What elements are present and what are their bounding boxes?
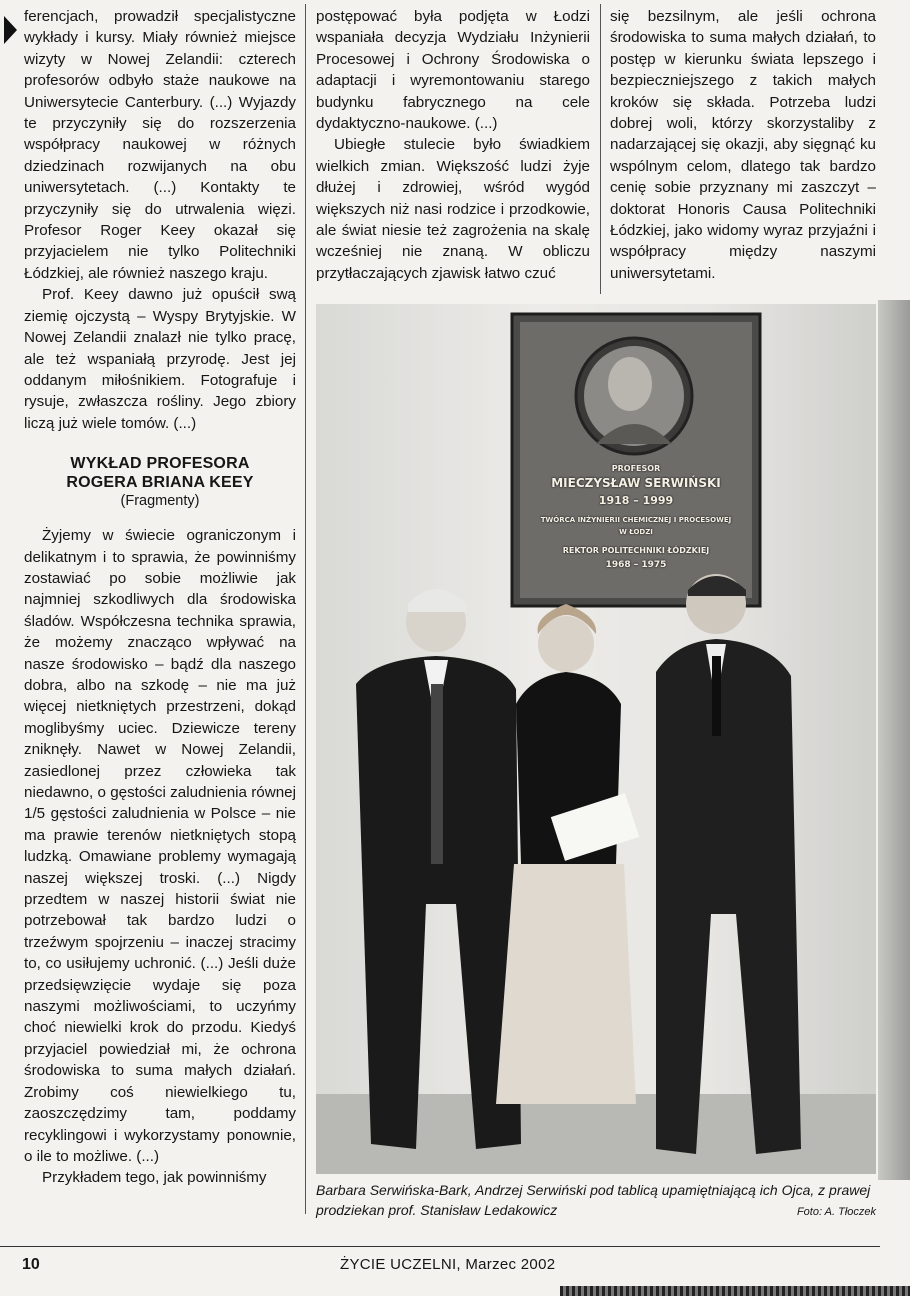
column-1-paragraph-3: Żyjemy w świecie ograniczonym i delikatnym i to sprawia, że powinniśmy zostawiać po sobie możliwie jak najmniej szkodliwych dla środowiska śladów. Współczesna technika sprawia, że możemy znacząco wpływać na nasze środowisko – bądź dla naszego dobra, albo na szkodę – nie ma już więcej nietkniętych przestrzeni, dokąd moglibyśmy uciec. Dziewicze tereny zniknęły. Nawet w Nowej Zelandii, zasiedlonej przez człowieka tak niedawno, o gęstości zaludnienia równej 1/5 gęstości zaludnienia w Polsce – nie ma prawie terenów nietkniętych stopą ludzką. Omawiane problemy wymagają naszej większej troski. (...) Nigdy przedtem w naszej historii świat nie potrzebował tak bardzo ludzi o trzeźwym spojrzeniu – inaczej stracimy to, co usiłujemy uchronić. (...) Jeśli duże przedsięwzięcie wydaje się poza naszymi możliwościami, to uczyńmy choć niewielki krok do przodu. Kiedyś przyjaciel powiedział mi, że ochrona środowiska to suma małych działań. Zrobimy coś niewielkiego tu, zaoszczędzimy tam, poddamy recyklingowi i wykorzystamy ponownie, o ile to możliwe. (...): [24, 527, 296, 1165]
plaque-title: PROFESOR: [611, 464, 661, 473]
column-divider-1: [305, 4, 306, 1214]
journal-title-and-issue: ŻYCIE UCZELNI, Marzec 2002: [340, 1256, 556, 1273]
photograph-plaque-and-three-people: [316, 304, 876, 1174]
plaque-name: MIECZYSŁAW SERWIŃSKI: [551, 476, 721, 490]
plaque-role-2: REKTOR POLITECHNIKI ŁÓDZKIEJ: [562, 546, 710, 555]
plaque-role-1-place: W ŁODZI: [619, 528, 653, 536]
column-1-paragraph-4: Przykładem tego, jak powinniśmy: [42, 1169, 267, 1187]
page-number: 10: [22, 1256, 40, 1273]
adjacent-page-edge: [878, 300, 910, 1180]
column-2-paragraph-1: postępować była podjęta w Łodzi wspaniała decyzja Wydziału Inżynierii Procesowej i Ochrony Środowiska o adaptacji i wyremontowaniu starego budynku fabrycznego na cele dydaktyczno-naukowe. (...): [316, 8, 590, 133]
column-2-paragraph-2: Ubiegłe stulecie było świadkiem wielkich zmian. Większość ludzi żyje dłużej i zdrowiej, wśród wygód większych niż nasi rodzice i przodkowie, ale świat niesie też zagrożenia na skalę wcześniej nie znaną. W obliczu przytłaczających zjawisk łatwo czuć: [316, 136, 590, 282]
plaque-role-1: TWÓRCA INŻYNIERII CHEMICZNEJ I PROCESOWEJ: [540, 516, 732, 524]
continuation-arrow-icon: [4, 16, 17, 44]
scan-edge-strip: [560, 1286, 910, 1296]
column-divider-2: [600, 4, 601, 294]
lecture-heading-line-1: WYKŁAD PROFESORA: [70, 455, 250, 473]
column-3-paragraph-1: się bezsilnym, ale jeśli ochrona środowiska to suma małych działań, to postęp w kierunku świata lepszego i bezpieczniejszego z takich małych kroków się składa. Potrzeba ludzi dobrej woli, którzy skorzystaliby z nadarzającej się okazji, aby sięgnąć ku wspólnym celom, dlatego tak bardzo cenię sobie przyznany mi zaszczyt – doktorat Honoris Causa Politechniki Łódzkiej, jako widomy wyraz przyjaźni i współpracy między naszymi uniwersytetami.: [610, 8, 876, 282]
column-1: [24, 6, 296, 1189]
plaque-lifespan: 1918 – 1999: [598, 494, 674, 507]
column-3: [610, 6, 876, 284]
lecture-subheading: (Fragmenty): [120, 493, 200, 510]
footer-rule: [0, 1246, 880, 1247]
photo-credit: Foto: A. Tłoczek: [796, 1206, 876, 1218]
photo-illustration: [316, 304, 876, 1174]
plaque-rector-years: 1968 – 1975: [605, 560, 667, 570]
photo-caption: [316, 1180, 876, 1220]
column-1-paragraph-2: Prof. Keey dawno już opuścił swą ziemię ojczystą – Wyspy Brytyjskie. W Nowej Zelandii znalazł nie tylko pracę, ale też wspaniałą przyrodę. Jest jej oddanym miłośnikiem. Fotografuje i rysuje, zwłaszcza rośliny. Jego zbiory liczą już wiele tomów. (...): [24, 286, 296, 432]
column-1-paragraph-1: ferencjach, prowadził specjalistyczne wykłady i kursy. Miały również miejsce wizyty w Nowej Zelandii: czterech profesorów odbyło staże naukowe na Uniwersytecie Canterbury. (...) Wyjazdy te przyczyniły się do rozszerzenia współpracy naukowej w różnych dziedzinach rozwijanych na obu uniwersytetach. (...) Kontakty te przyczyniły się do utrwalenia więzi. Profesor Roger Keey okazał się przyjacielem nie tylko Politechniki Łódzkiej, ale również naszego kraju.: [24, 8, 296, 282]
lecture-heading-line-2: ROGERA BRIANA KEEY: [66, 474, 254, 492]
column-2: [316, 6, 590, 284]
photo-caption-text: Barbara Serwińska-Bark, Andrzej Serwiński pod tablicą upamiętniającą ich Ojca, z prawej prodziekan prof. Stanisław Ledakowicz: [316, 1182, 871, 1218]
